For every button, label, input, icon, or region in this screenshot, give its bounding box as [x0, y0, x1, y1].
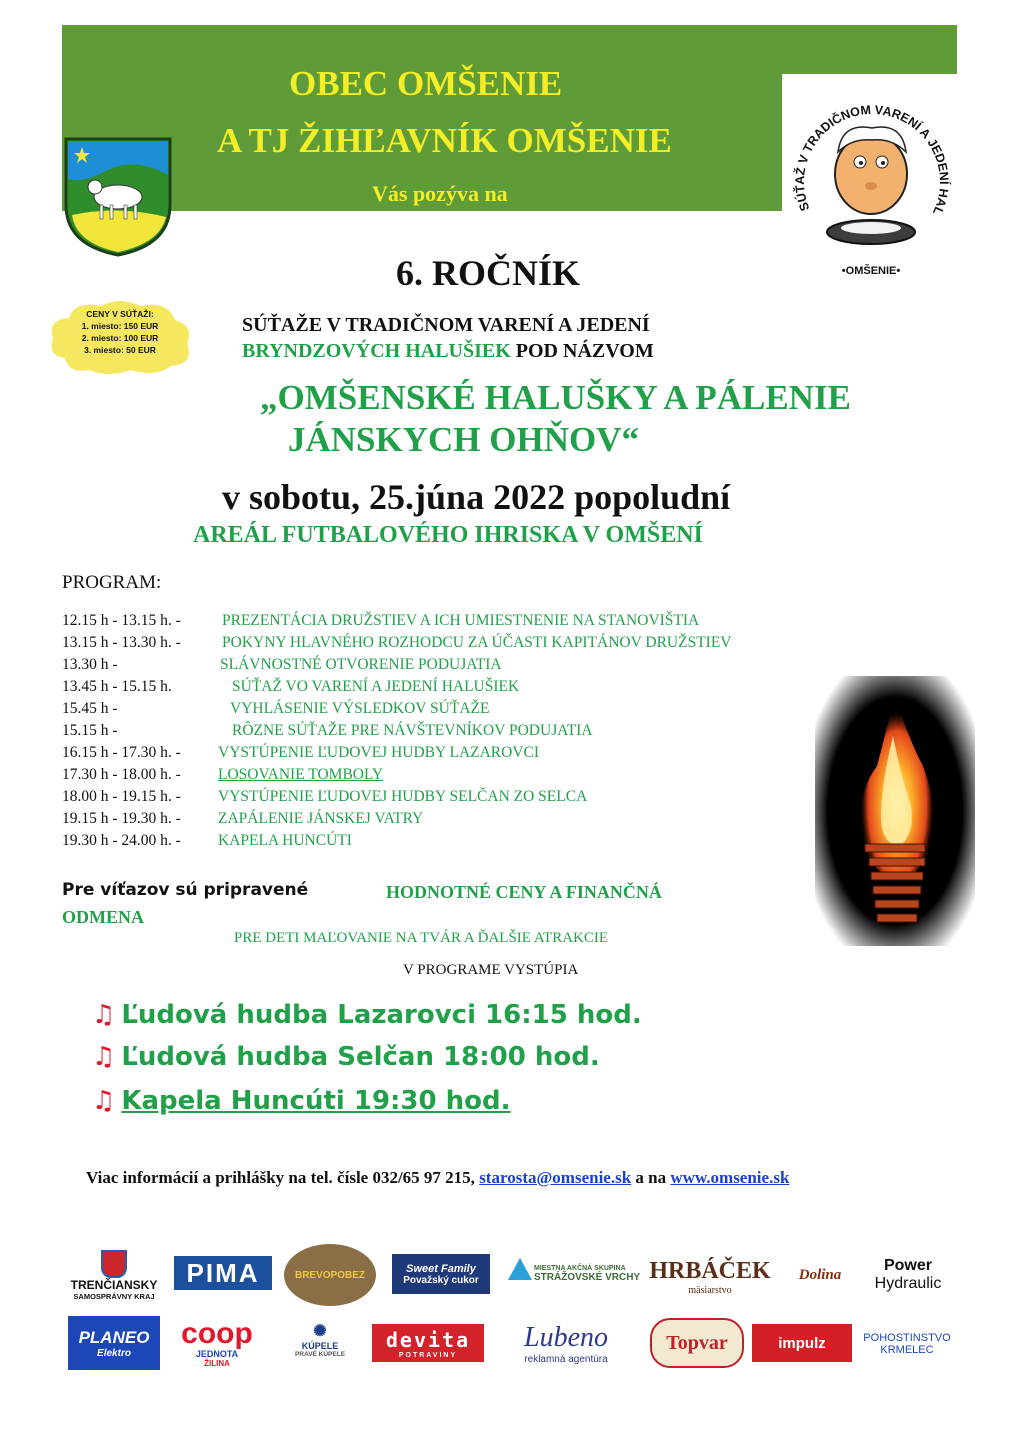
subtitle-black: POD NÁZVOM [510, 340, 654, 362]
coop-sub: JEDNOTA [195, 1348, 239, 1359]
program-time: 19.15 h - 19.30 h. - [62, 810, 181, 827]
program-time: 18.00 h - 19.15 h. - [62, 788, 181, 805]
sponsor-devita [372, 1324, 484, 1362]
header-line-1: OBEC OMŠENIE [289, 64, 563, 103]
program-row [62, 832, 352, 850]
performers-heading: V PROGRAME VYSTÚPIA [403, 962, 579, 978]
dolina-label: Dolina [798, 1266, 842, 1283]
impulz-label: impulz [778, 1334, 826, 1352]
sponsor-dolina [780, 1244, 860, 1306]
prizes-green-2: ODMENA [62, 907, 144, 927]
prizes-green-1: HODNOTNÉ CENY A FINANČNÁ [386, 882, 662, 902]
hrbacek-label: HRBÁČEK [649, 1258, 771, 1284]
program-row [62, 744, 540, 762]
program-row [62, 766, 384, 784]
contact-line [86, 1168, 789, 1188]
kids-activities: PRE DETI MAĽOVANIE NA TVÁR A ĎALŠIE ATRAKCIE [234, 930, 609, 946]
performer-label: Ľudová hudba Lazarovci 16:15 hod. [121, 1000, 642, 1030]
krmelec-label: POHOSTINSTVO [863, 1332, 951, 1344]
planeo-sub: Elektro [97, 1347, 131, 1359]
edition-title: 6. ROČNÍK [396, 253, 581, 293]
coop-label: coop [181, 1316, 253, 1350]
planeo-label: PLANEO [78, 1327, 150, 1347]
prize-cloud [45, 298, 195, 376]
power-label: Power [883, 1257, 932, 1274]
sweet-label: Sweet Family [406, 1262, 476, 1275]
brevopobez-label: BREVOPOBEZ [294, 1269, 365, 1281]
program-time: 15.45 h - [62, 700, 118, 717]
program-row [62, 722, 593, 740]
contact-prefix: Viac informácií a prihlášky na tel. čísle 032/65 97 215, [86, 1168, 480, 1187]
program-activity: ZAPÁLENIE JÁNSKEJ VATRY [218, 810, 424, 827]
program-row [62, 634, 732, 652]
lubeno-label: Lubeno [524, 1321, 608, 1353]
sponsor-trencin [62, 1244, 166, 1306]
kupele-sub: PRAVÉ KÚPELE [294, 1350, 346, 1358]
kupele-label: KÚPELE [301, 1340, 339, 1351]
sponsor-topvar [650, 1318, 744, 1368]
music-note-icon: ♫ [92, 1042, 116, 1072]
sponsor-brevopobez [284, 1244, 376, 1306]
event-date: v sobotu, 25.júna 2022 popoludní [222, 477, 731, 517]
subtitle-line-a: SÚŤAŽE V TRADIČNOM VARENÍ A JEDENÍ [242, 314, 650, 336]
email-link[interactable]: starosta@omsenie.sk [479, 1168, 632, 1187]
subtitle-line-b [242, 340, 654, 363]
mas-name: STRÁŽOVSKÉ VRCHY [534, 1272, 641, 1283]
sponsor-impulz [752, 1324, 852, 1362]
program-row [62, 612, 700, 630]
trencin-name: TRENČIANSKY [70, 1277, 158, 1292]
performer-label: Ľudová hudba Selčan 18:00 hod. [121, 1042, 600, 1072]
hydraulic-label: Hydraulic [874, 1275, 942, 1292]
program-time: 13.45 h - 15.15 h. [62, 678, 172, 695]
prize-item: 1. miesto: 150 EUR [81, 321, 159, 331]
sponsor-krmelec [862, 1326, 952, 1362]
program-activity: LOSOVANIE TOMBOLY [218, 766, 384, 783]
program-activity: PREZENTÁCIA DRUŽSTIEV A ICH UMIESTNENIE NA STANOVIŠTIA [222, 612, 700, 629]
music-note-icon: ♫ [92, 1000, 116, 1030]
lubeno-sub: reklamná agentúra [524, 1353, 608, 1365]
header-line-2: A TJ ŽIHĽAVNÍK OMŠENIE [217, 121, 672, 160]
trencin-crest-icon [101, 1250, 127, 1278]
sponsor-mas [506, 1250, 642, 1298]
program-row [62, 678, 520, 696]
program-time: 13.30 h - [62, 656, 118, 673]
prize-item: 3. miesto: 50 EUR [84, 345, 156, 355]
hrbacek-sub: mäsiarstvo [688, 1285, 732, 1296]
program-activity: KAPELA HUNCÚTI [218, 832, 352, 849]
devita-label: devita [385, 1327, 471, 1352]
performer-item [92, 1000, 642, 1030]
header-line-3: Vás pozýva na [372, 181, 508, 206]
performer-item [92, 1042, 600, 1072]
program-activity: POKYNY HLAVNÉHO ROZHODCU ZA ÚČASTI KAPITÁNOV DRUŽSTIEV [222, 634, 732, 651]
prize-title: CENY V SÚŤAŽI: [86, 309, 154, 319]
sponsor-power-hydraulic [866, 1248, 950, 1302]
program-row [62, 656, 502, 674]
logo-ring-text: SÚŤAŽ V TRADIČNOM VARENÍ A JEDENÍ HAL [792, 102, 952, 218]
devita-sub: POTRAVINY [398, 1351, 458, 1359]
program-activity: SÚŤAŽ VO VARENÍ A JEDENÍ HALUŠIEK [232, 678, 520, 695]
program-activity: VYSTÚPENIE ĽUDOVEJ HUDBY LAZAROVCI [218, 744, 540, 761]
sponsor-planeo [68, 1316, 160, 1370]
program-time: 12.15 h - 13.15 h. - [62, 612, 181, 629]
sponsor-lubeno [500, 1316, 632, 1370]
prize-item: 2. miesto: 100 EUR [81, 333, 159, 343]
program-time: 13.15 h - 13.30 h. - [62, 634, 181, 651]
logo-bottom-text: •OMŠENIE• [841, 265, 901, 277]
mas-mountain-icon [508, 1258, 532, 1280]
bonfire-photo [815, 676, 975, 946]
topvar-label: Topvar [666, 1331, 728, 1354]
sweet-sub: Považský cukor [403, 1274, 479, 1286]
sponsor-sweet-family [392, 1254, 490, 1294]
program-row [62, 810, 424, 828]
program-time: 19.30 h - 24.00 h. - [62, 832, 181, 849]
program-row [62, 788, 588, 806]
subtitle-green: BRYNDZOVÝCH HALUŠIEK [242, 340, 511, 362]
sponsor-pima [174, 1256, 272, 1290]
krmelec-name: KRMELEC [880, 1344, 934, 1356]
program-row [62, 700, 490, 718]
kupele-figure-icon: ✺ [313, 1322, 327, 1340]
coop-city: ŽILINA [204, 1358, 230, 1368]
program-activity: SLÁVNOSTNÉ OTVORENIE PODUJATIA [220, 656, 502, 673]
contact-middle: a na [631, 1168, 671, 1187]
event-name-line-1: „OMŠENSKÉ HALUŠKY A PÁLENIE [260, 378, 851, 417]
event-name-line-2: JÁNSKYCH OHŇOV“ [288, 420, 639, 459]
website-link[interactable]: www.omsenie.sk [670, 1168, 790, 1187]
program-activity: RÔZNE SÚŤAŽE PRE NÁVŠTEVNÍKOV PODUJATIA [232, 722, 593, 739]
coat-of-arms [62, 135, 174, 259]
event-venue: AREÁL FUTBALOVÉHO IHRISKA V OMŠENÍ [193, 522, 703, 548]
music-note-icon: ♫ [92, 1086, 116, 1116]
performer-label: Kapela Huncúti 19:30 hod. [121, 1086, 511, 1116]
sponsor-kupele [280, 1304, 360, 1374]
program-activity: VYHLÁSENIE VÝSLEDKOV SÚŤAŽE [230, 700, 490, 717]
program-time: 17.30 h - 18.00 h. - [62, 766, 181, 783]
mas-label: MIESTNA AKČNÁ SKUPINA [534, 1265, 626, 1272]
pima-label: PIMA [186, 1257, 260, 1288]
trencin-sub: SAMOSPRÁVNY KRAJ [73, 1291, 155, 1301]
program-activity: VYSTÚPENIE ĽUDOVEJ HUDBY SELČAN ZO SELCA [218, 788, 588, 805]
program-time: 15.15 h - [62, 722, 118, 739]
sponsor-hrbacek [649, 1252, 771, 1302]
performer-item [92, 1086, 511, 1116]
sponsor-coop [170, 1314, 264, 1372]
program-heading: PROGRAM: [62, 572, 162, 593]
program-time: 16.15 h - 17.30 h. - [62, 744, 181, 761]
competition-logo [782, 74, 960, 286]
prizes-intro: Pre víťazov sú pripravené [62, 880, 309, 900]
